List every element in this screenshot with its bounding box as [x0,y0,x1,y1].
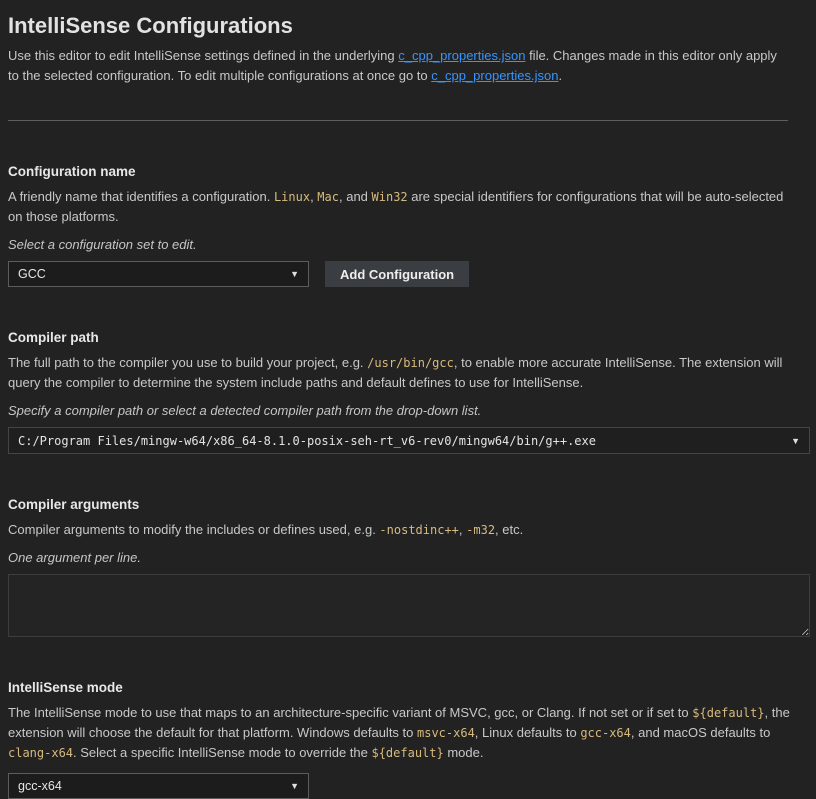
text-segment: , etc. [495,522,524,537]
configuration-select[interactable] [8,261,309,287]
intellisense-mode-select-value: gcc-x64 [18,779,62,793]
section-heading-compiler-arguments: Compiler arguments [8,497,140,512]
chevron-down-icon: ▼ [791,435,800,446]
inline-code: -m32 [466,523,496,537]
section-compiler-path [8,329,810,454]
section-heading-compiler-path: Compiler path [8,330,99,345]
section-intellisense-mode [8,679,810,799]
text-segment: , and macOS defaults to [630,725,771,740]
section-heading-intellisense-mode: IntelliSense mode [8,680,123,695]
intellisense-mode-select[interactable] [8,773,309,799]
text-segment: . Select a specific IntelliSense mode to override the [73,745,372,760]
divider [8,120,788,121]
compiler-path-prompt: Specify a compiler path or select a detected compiler path from the drop-down list. [8,403,482,418]
text-segment: The full path to the compiler you use to build your project, e.g. [8,355,368,370]
compiler-arguments-textarea[interactable] [8,574,810,637]
inline-link[interactable]: c_cpp_properties.json [431,68,559,83]
compiler-arguments-prompt: One argument per line. [8,550,141,565]
text-segment: mode. [443,745,484,760]
inline-code: -nostdinc++ [379,523,459,537]
text-segment: Use this editor to edit IntelliSense settings defined in the underlying [8,48,399,63]
configuration-name-prompt: Select a configuration set to edit. [8,237,197,252]
page-title: IntelliSense Configurations [8,13,293,38]
text-segment: , Linux defaults to [474,725,581,740]
compiler-path-select[interactable] [8,427,810,454]
inline-code: Linux [273,190,311,204]
inline-code: msvc-x64 [417,726,475,740]
inline-link[interactable]: c_cpp_properties.json [398,48,526,63]
chevron-down-icon: ▼ [290,269,299,279]
text-segment: . [558,68,563,83]
section-heading-configuration-name: Configuration name [8,164,136,179]
text-segment: , [310,189,318,204]
text-segment: A friendly name that identifies a configuration. [8,189,274,204]
inline-code: ${default} [371,746,444,760]
inline-code: Win32 [371,190,408,204]
intro-text [8,46,790,86]
chevron-down-icon: ▼ [290,781,299,791]
compiler-path-select-value: C:/Program Files/mingw-w64/x86_64-8.1.0-posix-seh-rt_v6-rev0/mingw64/bin/g++.exe [18,433,596,448]
text-segment: , and [338,189,372,204]
section-compiler-arguments [8,496,810,637]
text-segment: file. Changes made in this editor only apply to the selected configuration. To edit multiple configurations at once go to [8,48,777,83]
text-segment: , to enable more accurate IntelliSense. The extension will query the compiler to determine the system include paths and default defines to use for IntelliSense. [8,355,783,390]
compiler-path-description [8,353,790,393]
configuration-select-value: GCC [18,267,46,281]
intellisense-mode-description [8,703,790,763]
inline-code: /usr/bin/gcc [367,356,454,370]
inline-code: gcc-x64 [580,726,631,740]
inline-code: ${default} [692,706,765,720]
text-segment: The IntelliSense mode to use that maps to an architecture-specific variant of MSVC, gcc, or Clang. If not set or if set to [8,705,693,720]
text-segment: Compiler arguments to modify the includes or defines used, e.g. [8,522,380,537]
add-configuration-button[interactable]: Add Configuration [325,261,469,287]
text-segment: are special identifiers for configurations that will be auto-selected on those platforms. [8,189,784,224]
text-segment: , the extension will choose the default for that platform. Windows defaults to [8,705,790,740]
text-segment: , [458,522,467,537]
configuration-name-description [8,187,790,227]
inline-code: clang-x64 [8,746,74,760]
inline-code: Mac [317,190,339,204]
section-configuration-name [8,163,810,287]
compiler-arguments-description [8,520,790,540]
